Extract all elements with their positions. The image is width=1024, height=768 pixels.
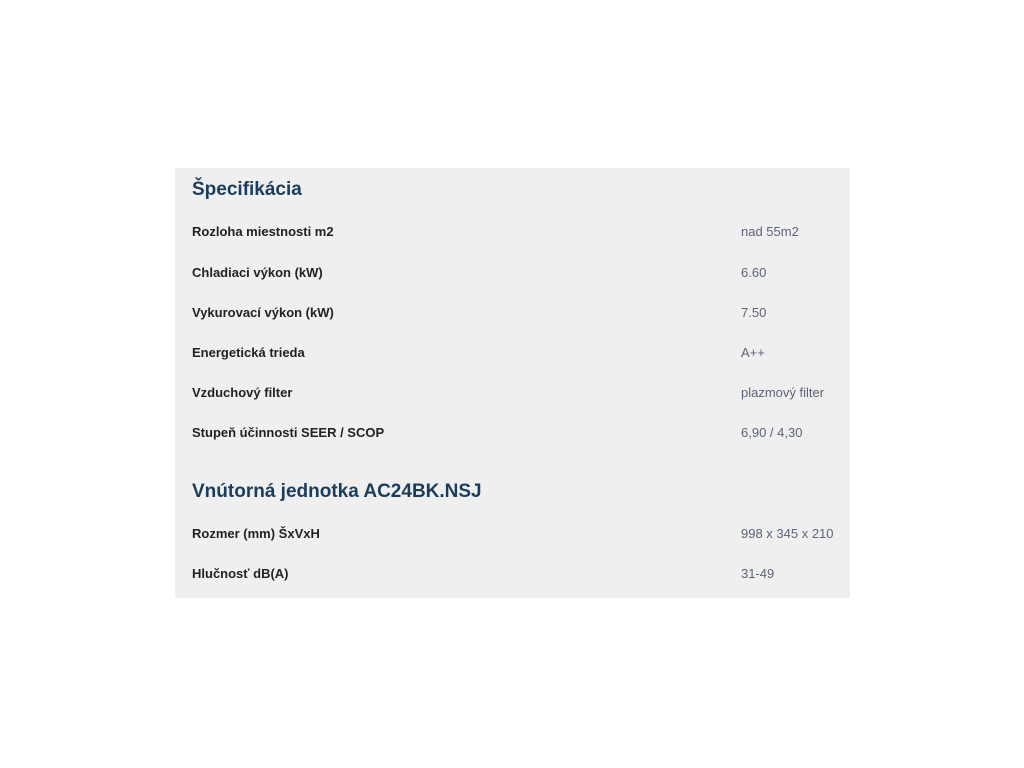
spec-row-room-area [175, 212, 850, 252]
spec-label: Rozloha miestnosti m2 [192, 224, 334, 239]
spec-value: 6,90 / 4,30 [741, 425, 803, 440]
spec-value: nad 55m2 [741, 224, 799, 239]
spec-row-air-filter [175, 373, 850, 413]
spec-label: Stupeň účinnosti SEER / SCOP [192, 425, 385, 440]
spec-label: Vykurovací výkon (kW) [192, 305, 334, 320]
specification-heading: Špecifikácia [192, 179, 302, 200]
spec-label: Energetická trieda [192, 345, 305, 360]
spec-row-energy-class [175, 333, 850, 373]
spec-value: plazmový filter [741, 385, 825, 400]
spec-value: 31-49 [741, 566, 775, 581]
spec-label: Chladiaci výkon (kW) [192, 265, 323, 280]
indoor-unit-heading: Vnútorná jednotka AC24BK.NSJ [192, 481, 482, 502]
spec-label: Hlučnosť dB(A) [192, 566, 289, 581]
spec-row-dimensions [175, 514, 850, 554]
spec-row-noise [175, 554, 850, 594]
spec-value: 998 x 345 x 210 [741, 526, 834, 541]
spec-row-seer-scop [175, 413, 850, 453]
specification-panel [175, 168, 850, 598]
spec-value: 6.60 [741, 265, 767, 280]
spec-row-heating-power [175, 293, 850, 333]
spec-label: Rozmer (mm) ŠxVxH [192, 526, 320, 541]
spec-row-cooling-power [175, 253, 850, 293]
spec-label: Vzduchový filter [192, 385, 293, 400]
spec-value: A++ [741, 345, 765, 360]
spec-value: 7.50 [741, 305, 767, 320]
